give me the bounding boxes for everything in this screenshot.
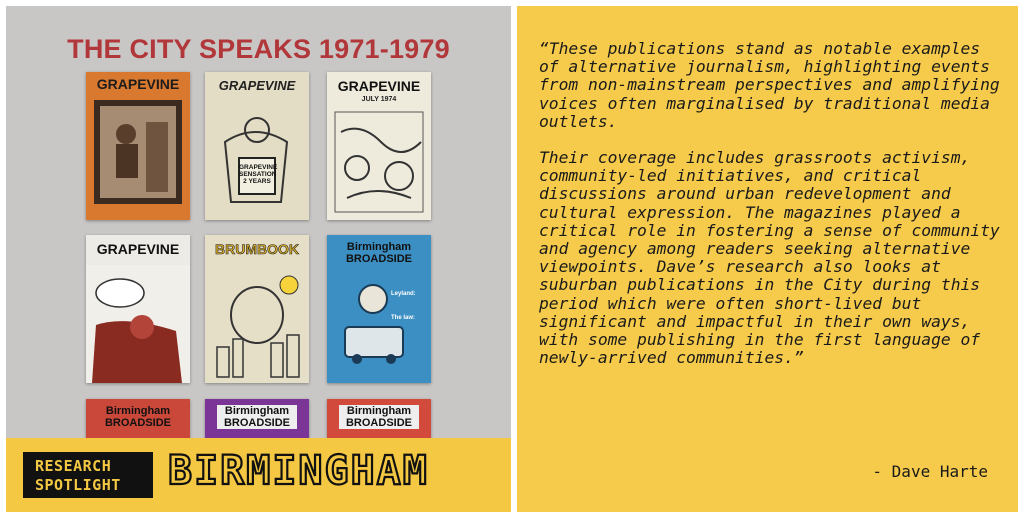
quote-text — [539, 40, 1009, 385]
research-label-line1: RESEARCH — [35, 457, 112, 475]
quote-author: - Dave Harte — [872, 462, 988, 481]
cover-masthead: Birmingham BROADSIDE — [345, 241, 412, 265]
magazine-cover-broadside-1 — [327, 235, 431, 383]
magazine-cover-grapevine-2 — [205, 72, 309, 220]
cover-masthead: GRAPEVINE — [337, 78, 421, 94]
magazine-cover-grapevine-3 — [327, 72, 431, 220]
cover-artwork — [327, 72, 431, 220]
cover-masthead: GRAPEVINE — [96, 76, 180, 92]
cover-date: JULY 1974 — [361, 96, 397, 103]
cover-artwork — [86, 72, 190, 220]
cover-masthead: Birmingham BROADSIDE — [104, 405, 171, 429]
poster-title: THE CITY SPEAKS 1971-1979 — [67, 34, 450, 64]
cover-masthead: GRAPEVINE — [96, 241, 180, 257]
research-spotlight-label — [23, 452, 153, 498]
cover-text: Leyland: — [391, 291, 416, 297]
poster-panel — [6, 6, 511, 512]
quote-paragraph-2: Their coverage includes grassroots activism, community-led initiatives, and critical discussions around urban redevelopment and cultural expression. The magazines played a critical role in fostering a sense of community and agency among readers seeking alternative viewpoints. Dave’s research also looks at suburban publications in the City during this period which were often short-lived but significant and impactful in their own ways, with some publishing in the first language of newly-arrived communities.” — [539, 148, 1000, 368]
magazine-cover-grapevine-1 — [86, 72, 190, 220]
quote-paragraph-1: “These publications stand as notable examples of alternative journalism, highlighting events from non-mainstream perspectives and amplifying voices often marginalised by traditional media outlets. — [539, 39, 1000, 131]
cover-masthead: Birmingham BROADSIDE — [217, 405, 297, 429]
city-name: BIRMINGHAM — [168, 448, 429, 494]
magazine-cover-grapevine-4 — [86, 235, 190, 383]
cover-text: The law: — [391, 315, 416, 321]
research-label-line2: SPOTLIGHT — [35, 476, 121, 494]
cover-headline: GRAPEVINE SENSATION 2 YEARS — [239, 164, 278, 185]
magazine-cover-brumbook — [205, 235, 309, 383]
cover-artwork — [205, 72, 309, 220]
cover-artwork — [86, 235, 190, 383]
cover-masthead: GRAPEVINE — [218, 78, 296, 93]
cover-masthead: BRUMBOOK — [215, 241, 299, 257]
cover-masthead: Birmingham BROADSIDE — [339, 405, 419, 429]
cover-artwork — [205, 235, 309, 383]
spotlight-banner — [6, 438, 511, 512]
quote-panel — [517, 6, 1018, 512]
